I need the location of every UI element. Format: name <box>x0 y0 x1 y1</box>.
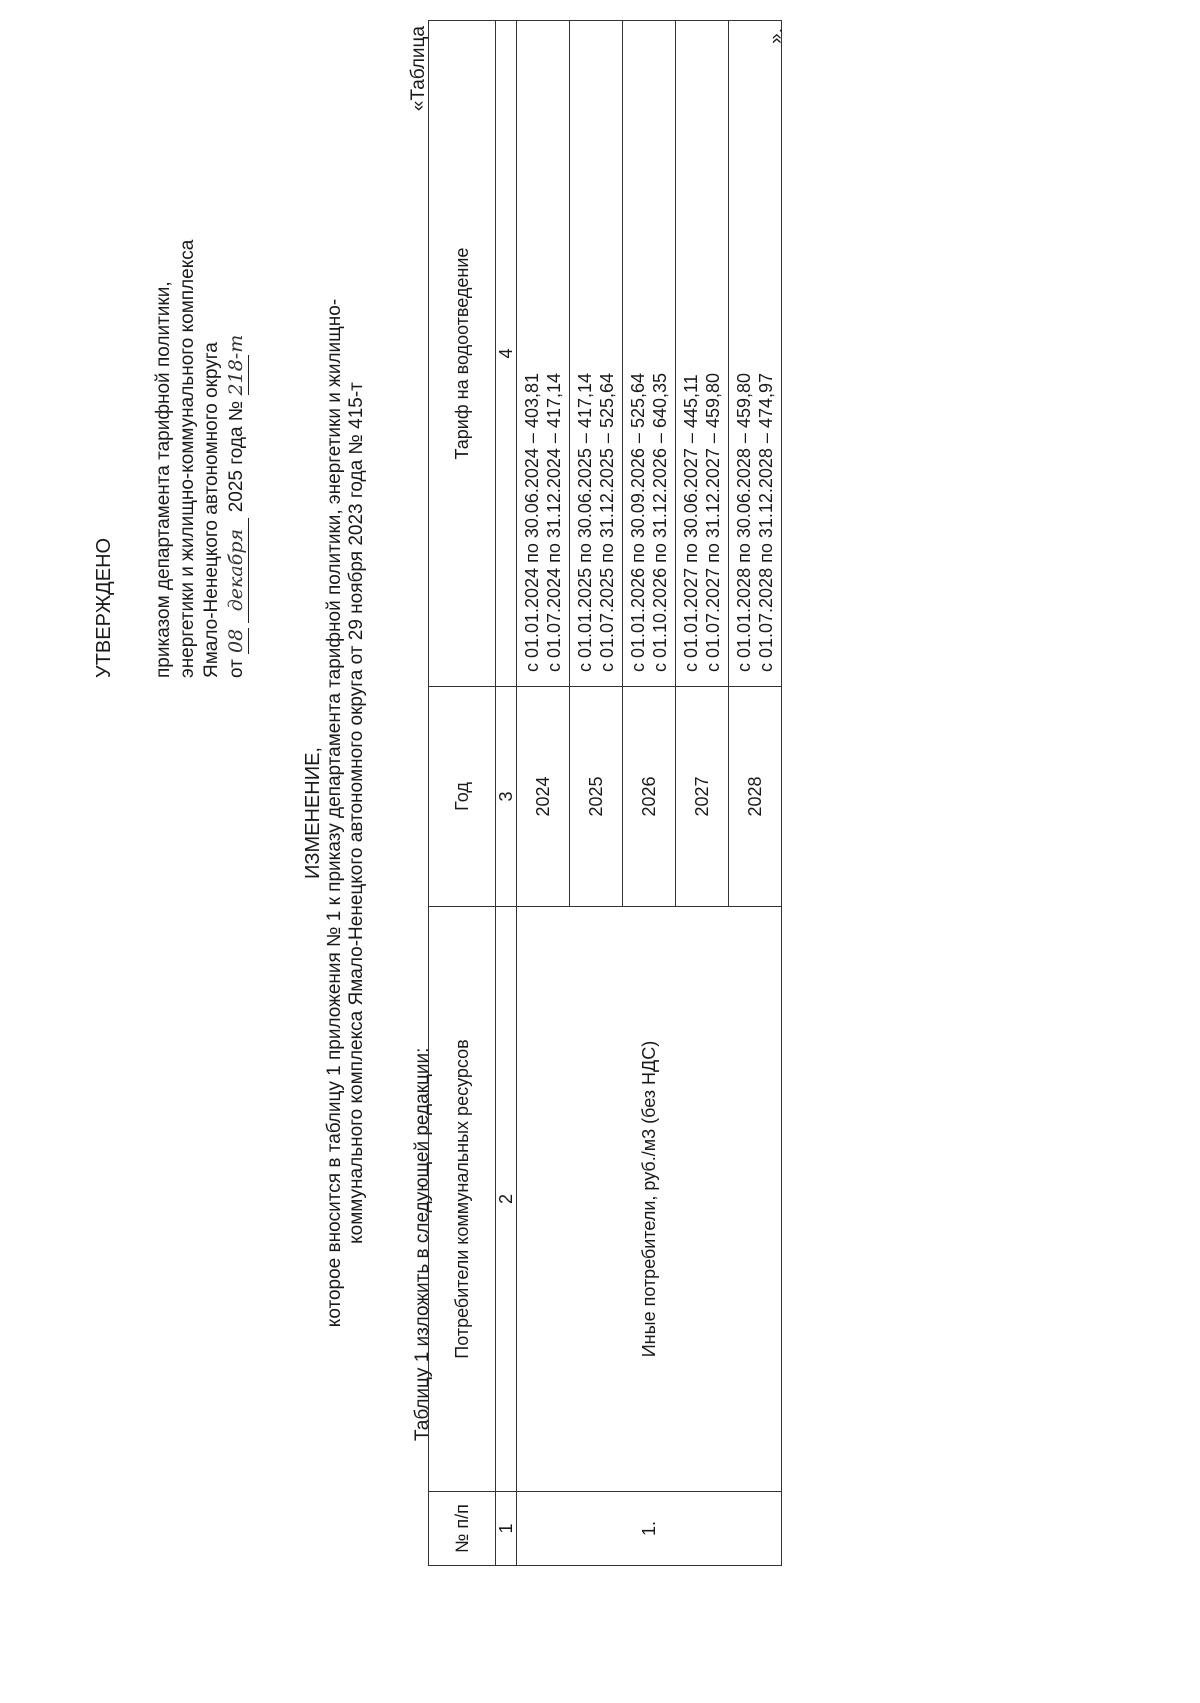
tariff-period-1: с 01.01.2028 по 30.06.2028 – 459,80 <box>734 372 754 672</box>
intro-text: Таблицу 1 изложить в следующей редакции: <box>412 1047 433 1441</box>
year-cell: 2028 <box>729 687 782 907</box>
change-heading: ИЗМЕНЕНИЕ, <box>302 747 324 879</box>
date-prefix: от <box>226 659 247 678</box>
row-number-cell: 1. <box>517 1492 782 1566</box>
tariff-cell <box>729 21 782 687</box>
order-number-handwritten: 218-т <box>225 334 247 396</box>
tariff-table <box>428 20 782 1566</box>
year-cell: 2025 <box>570 687 623 907</box>
header-tariff: Тариф на водоотведение <box>429 21 496 687</box>
table-caption: «Таблица <box>408 26 429 112</box>
date-month-handwritten: декабря <box>224 518 249 623</box>
tariff-period-1: с 01.01.2024 по 30.06.2024 – 403,81 <box>522 372 542 672</box>
tariff-cell <box>623 21 676 687</box>
approval-line-1: приказом департамента тарифной политики, <box>153 281 174 678</box>
column-number: 4 <box>496 21 517 687</box>
column-number: 1 <box>496 1492 517 1566</box>
date-year: 2025 года № <box>226 400 247 513</box>
tariff-period-2: с 01.07.2028 по 31.12.2028 – 474,97 <box>756 372 776 672</box>
change-description: которое вносится в таблицу 1 приложения № 1 к приказу департамента тарифной политики, энергетики и жилищно-коммунального комплекса Ямало-Ненецкого автономного округа от 29 ноября 2023 года № 415-т <box>324 298 367 1328</box>
approval-block <box>92 78 249 678</box>
tariff-cell <box>517 21 570 687</box>
date-day-handwritten: 08 <box>225 628 247 653</box>
tariff-period-2: с 01.10.2026 по 31.12.2026 – 640,35 <box>650 372 670 672</box>
tariff-period-1: с 01.01.2025 по 30.06.2025 – 417,14 <box>575 372 595 672</box>
consumer-cell: Иные потребители, руб./м3 (без НДС) <box>517 907 782 1492</box>
year-cell: 2026 <box>623 687 676 907</box>
approval-line-3: Ямало-Ненецкого автономного округа <box>201 342 222 678</box>
tariff-period-1: с 01.01.2027 по 30.06.2027 – 445,11 <box>681 374 701 672</box>
tariff-cell <box>676 21 729 687</box>
header-consumers: Потребители коммунальных ресурсов <box>429 907 496 1492</box>
header-year: Год <box>429 687 496 907</box>
tariff-period-1: с 01.01.2026 по 30.09.2026 – 525,64 <box>628 372 648 672</box>
approval-date-line <box>224 78 249 678</box>
change-title-block <box>302 3 368 1623</box>
table-row <box>517 21 570 1566</box>
column-number: 2 <box>496 907 517 1492</box>
approval-line-2: энергетики и жилищно-коммунального комплекса <box>177 239 198 678</box>
year-cell: 2027 <box>676 687 729 907</box>
approval-title: УТВЕРЖДЕНО <box>93 537 115 678</box>
header-number: № п/п <box>429 1492 496 1566</box>
tariff-period-2: с 01.07.2025 по 31.12.2025 – 525,64 <box>597 372 617 672</box>
year-cell: 2024 <box>517 687 570 907</box>
tariff-period-2: с 01.07.2027 по 31.12.2027 – 459,80 <box>703 372 723 672</box>
column-number: 3 <box>496 687 517 907</box>
tariff-cell <box>570 21 623 687</box>
closing-quote: ». <box>766 28 787 44</box>
tariff-period-2: с 01.07.2024 по 31.12.2024 – 417,14 <box>544 372 564 672</box>
column-numbers-row <box>496 21 517 1566</box>
